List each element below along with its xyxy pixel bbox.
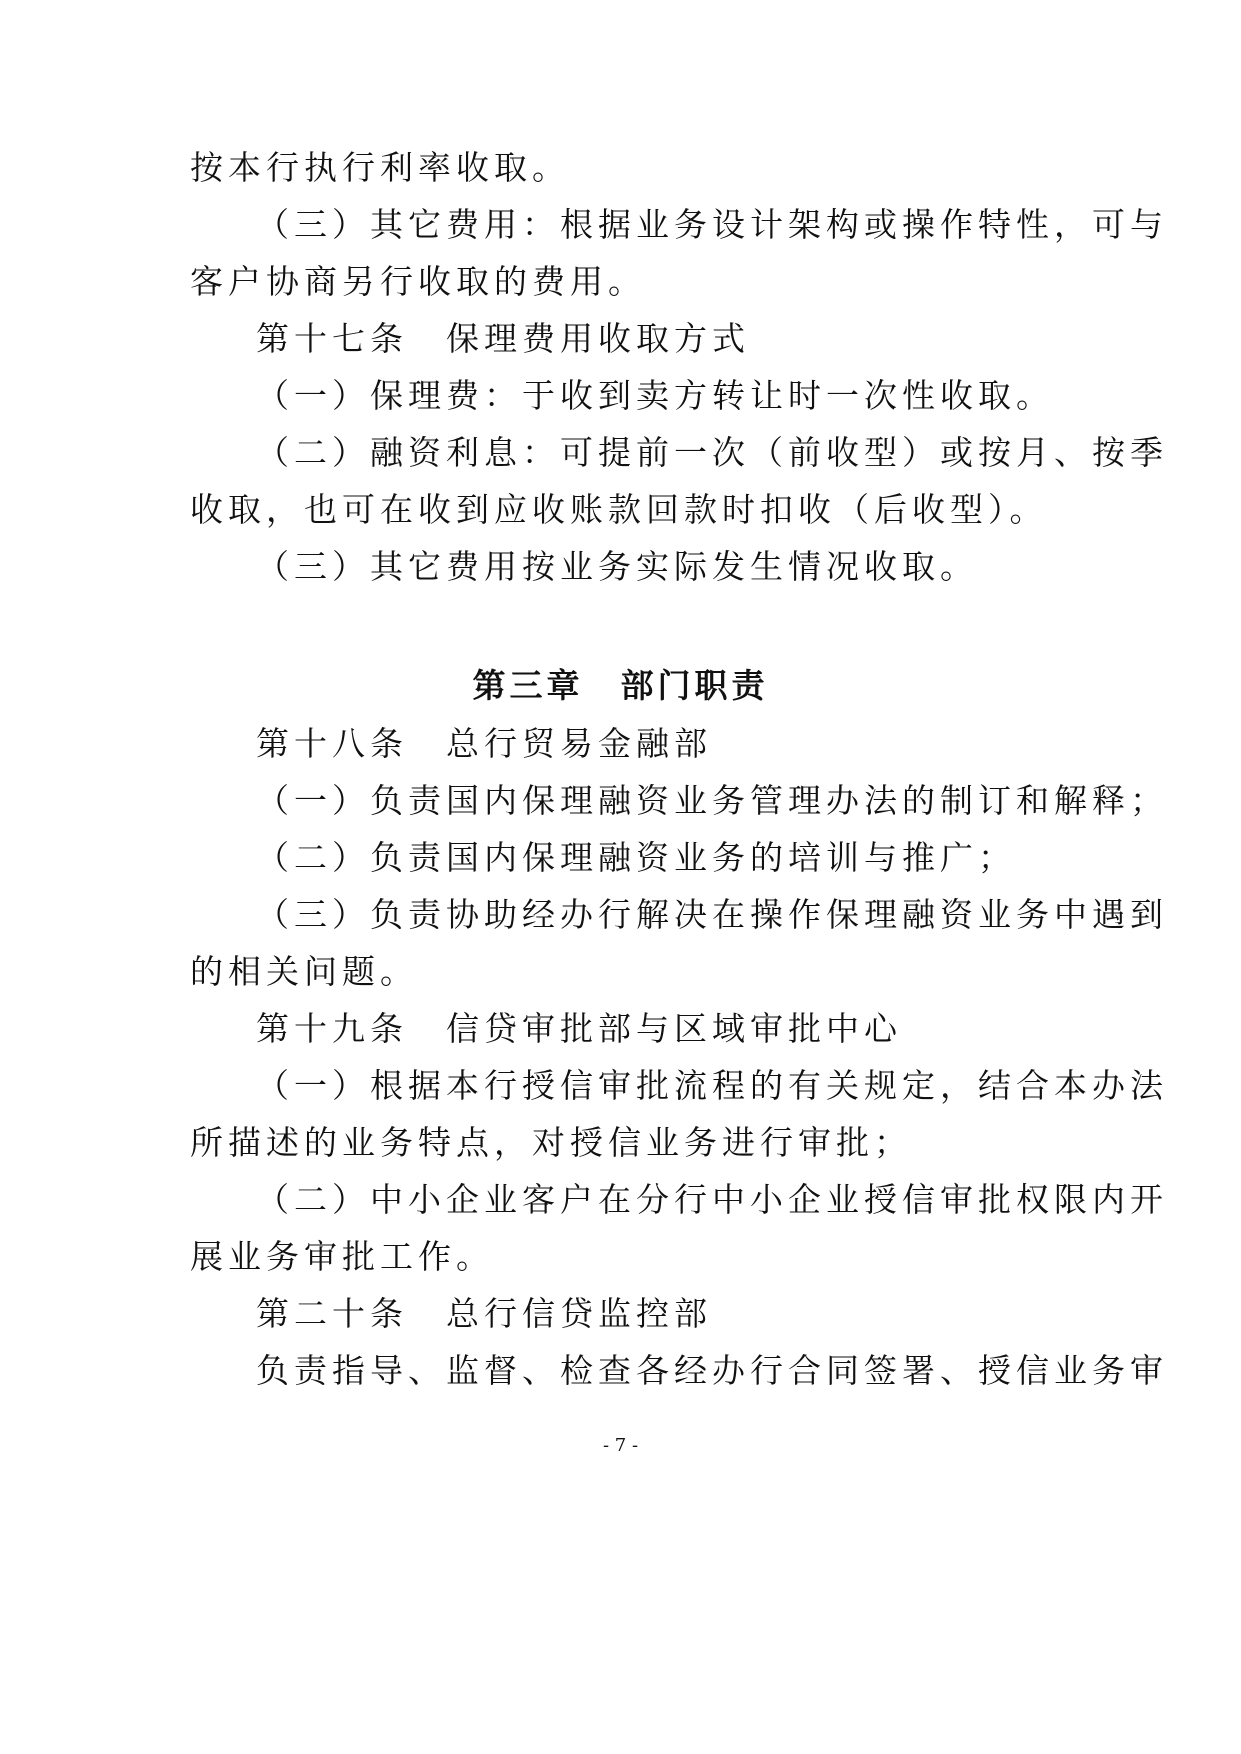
body-line: （一）根据本行授信审批流程的有关规定，结合本办法 [256, 1066, 1168, 1105]
article-title: 第十七条 保理费用收取方式 [256, 319, 750, 358]
body-line: 展业务审批工作。 [190, 1237, 494, 1276]
body-line: 负责指导、监督、检查各经办行合同签署、授信业务审 [256, 1351, 1168, 1390]
article-title: 第二十条 总行信贷监控部 [256, 1294, 712, 1333]
body-line: （三）负责协助经办行解决在操作保理融资业务中遇到 [256, 895, 1168, 934]
body-line: （二）融资利息：可提前一次（前收型）或按月、按季 [256, 433, 1168, 472]
body-line: （三）其它费用按业务实际发生情况收取。 [256, 547, 978, 586]
body-line: （二）中小企业客户在分行中小企业授信审批权限内开 [256, 1180, 1168, 1219]
body-line: （一）保理费：于收到卖方转让时一次性收取。 [256, 376, 1054, 415]
article-title: 第十八条 总行贸易金融部 [256, 724, 712, 763]
body-line: 收取，也可在收到应收账款回款时扣收（后收型）。 [190, 490, 1048, 529]
body-line: 按本行执行利率收取。 [190, 148, 570, 187]
chapter-heading: 第三章 部门职责 [472, 666, 769, 705]
page-number: - 7 - [602, 1435, 639, 1456]
body-line: 客户协商另行收取的费用。 [190, 262, 646, 301]
body-line: （三）其它费用：根据业务设计架构或操作特性，可与 [256, 205, 1168, 244]
body-line: （一）负责国内保理融资业务管理办法的制订和解释； [256, 781, 1168, 820]
body-line: 的相关问题。 [190, 952, 418, 991]
article-title: 第十九条 信贷审批部与区域审批中心 [256, 1009, 902, 1048]
body-line: （二）负责国内保理融资业务的培训与推广； [256, 838, 1016, 877]
body-line: 所描述的业务特点，对授信业务进行审批； [190, 1123, 912, 1162]
